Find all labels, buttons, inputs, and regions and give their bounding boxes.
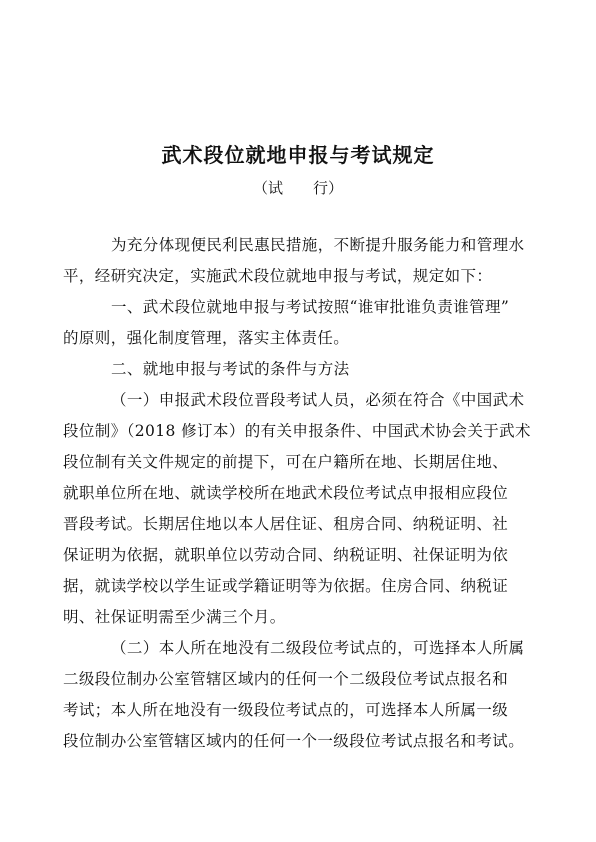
text-line: （一）申报武术段位晋段考试人员，必须在符合《中国武术: [111, 391, 525, 409]
text-line: 段位制有关文件规定的前提下，可在户籍所在地、长期居住地、: [63, 453, 509, 471]
text-line: 的原则，强化制度管理，落实主体责任。: [63, 329, 350, 347]
text-line: 二、就地申报与考试的条件与方法: [111, 360, 350, 378]
text-line: 二级段位制办公室管辖区域内的任何一个二级段位考试点报名和: [63, 670, 509, 688]
text-line: 据，就读学校以学生证或学籍证明等为依据。住房合同、纳税证: [63, 577, 509, 595]
document-title: 武术段位就地申报与考试规定: [161, 143, 435, 167]
text-line: 段位制办公室管辖区域内的任何一个一级段位考试点报名和考试。: [63, 732, 525, 750]
text-line: 段位制》（2018 修订本）的有关申报条件、中国武术协会关于武术: [63, 422, 531, 440]
text-line: 一、武术段位就地申报与考试按照“谁审批谁负责谁管理”: [111, 298, 510, 316]
text-line: 明、社保证明需至少满三个月。: [63, 608, 286, 626]
text-line: 就职单位所在地、就读学校所在地武术段位考试点申报相应段位: [63, 484, 509, 502]
text-line: 考试；本人所在地没有一级段位考试点的，可选择本人所属一级: [63, 701, 509, 719]
text-line: （二）本人所在地没有二级段位考试点的，可选择本人所属: [111, 639, 525, 657]
text-line: 为充分体现便民利民惠民措施，不断提升服务能力和管理水: [111, 236, 525, 254]
text-line: 平，经研究决定，实施武术段位就地申报与考试，规定如下：: [63, 267, 493, 285]
document-subtitle: （试 行）: [252, 179, 343, 197]
text-line: 保证明为依据，就职单位以劳动合同、纳税证明、社保证明为依: [63, 546, 509, 564]
text-line: 晋段考试。长期居住地以本人居住证、租房合同、纳税证明、社: [63, 515, 509, 533]
